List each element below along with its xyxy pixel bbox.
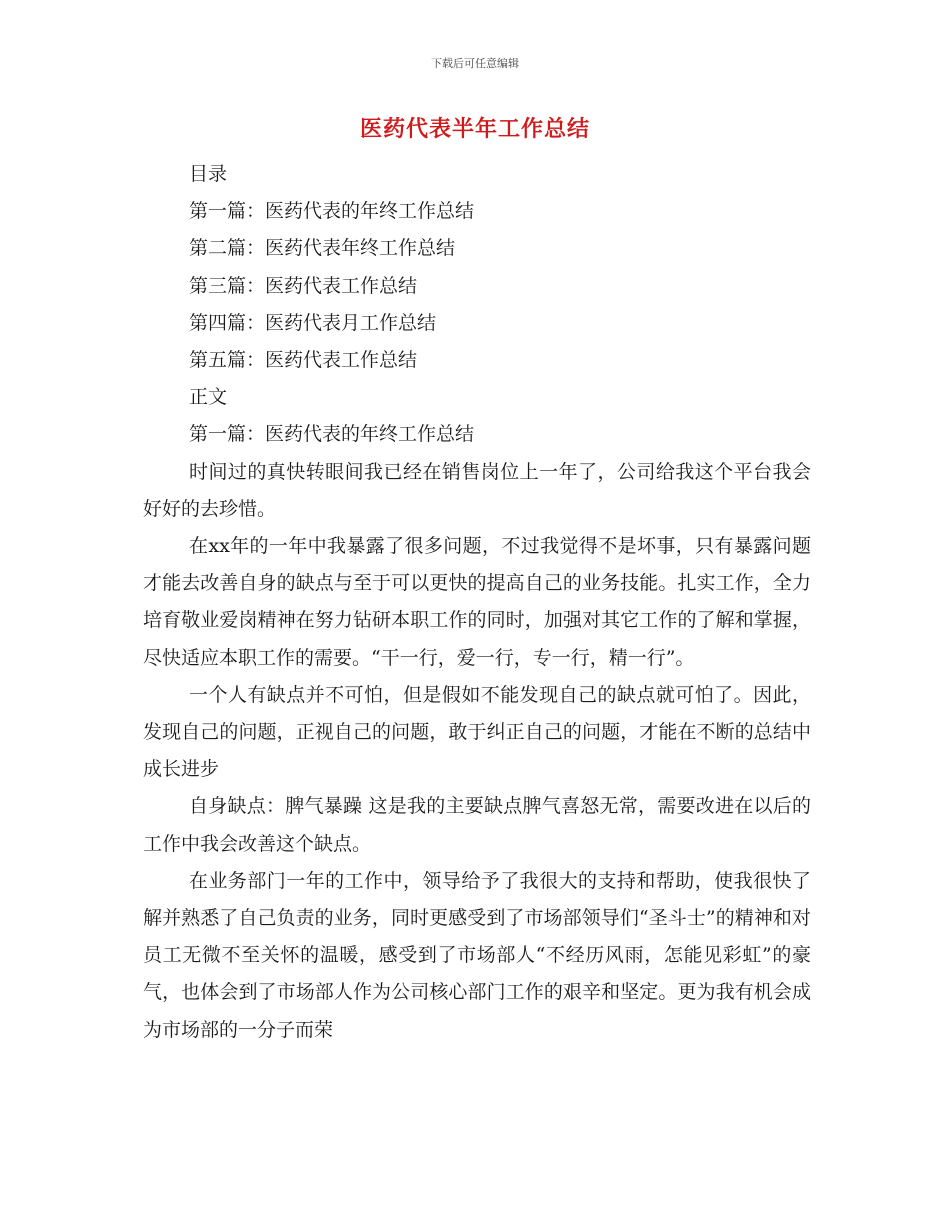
paragraph: 在xx年的一年中我暴露了很多问题，不过我觉得不是坏事，只有暴露问题才能去改善自身的缺点与至于可以更快的提高自己的业务技能。扎实工作，全力培育敬业爱岗精神在努力钻研本职工作的同时，加强对其它工作的了解和掌握，尽快适应本职工作的需要。“干一行，爱一行，专一行，精一行”。 — [143, 535, 811, 669]
paragraph: 时间过的真快转眼间我已经在销售岗位上一年了，公司给我这个平台我会好好的去珍惜。 — [143, 460, 811, 520]
toc-item: 第一篇：医药代表的年终工作总结 — [189, 200, 475, 223]
document-body — [143, 156, 811, 1049]
paragraph: 一个人有缺点并不可怕，但是假如不能发现自己的缺点就可怕了。因此，发现自己的问题，正视自己的问题，敢于纠正自己的问题，才能在不断的总结中成长进步 — [143, 683, 811, 781]
header-note: 下载后可任意编辑 — [431, 57, 519, 70]
section-title: 第一篇：医药代表的年终工作总结 — [189, 423, 475, 446]
body-heading: 正文 — [189, 386, 228, 409]
toc-item: 第二篇：医药代表年终工作总结 — [189, 237, 456, 260]
paragraph: 在业务部门一年的工作中，领导给予了我很大的支持和帮助，使我很快了解并熟悉了自己负责的业务，同时更感受到了市场部领导们“圣斗士”的精神和对员工无微不至关怀的温暖，感受到了市场部人“不经历风雨，怎能见彩虹”的豪气，也体会到了市场部人作为公司核心部门工作的艰辛和坚定。更为我有机会成为市场部的一分子而荣 — [143, 869, 811, 1041]
paragraph: 自身缺点：脾气暴躁 这是我的主要缺点脾气喜怒无常，需要改进在以后的工作中我会改善这个缺点。 — [143, 795, 811, 855]
document-title: 医药代表半年工作总结 — [359, 117, 590, 142]
toc-heading: 目录 — [189, 163, 228, 185]
toc-item: 第三篇：医药代表工作总结 — [189, 274, 418, 297]
toc-item: 第五篇：医药代表工作总结 — [189, 349, 418, 372]
toc-item: 第四篇：医药代表月工作总结 — [189, 311, 437, 334]
